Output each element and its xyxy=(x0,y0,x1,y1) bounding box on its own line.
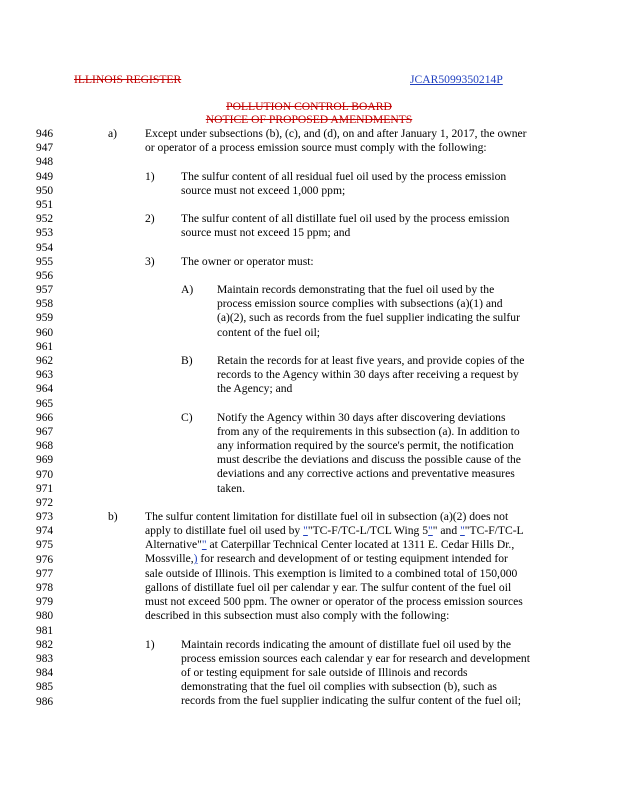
line-number: 947 xyxy=(36,142,54,155)
inserted-quote: " xyxy=(428,524,433,537)
line-number: 957 xyxy=(36,284,54,297)
text-line: described in this subsection must also comply with the following: xyxy=(145,609,450,622)
text-line: The sulfur content of all residual fuel oil used by the process emission xyxy=(181,170,507,183)
notice-title: NOTICE OF PROPOSED AMENDMENTS xyxy=(205,113,413,126)
line-number: 976 xyxy=(36,553,54,566)
line-number: 952 xyxy=(36,213,54,226)
line-number: 977 xyxy=(36,567,54,580)
inserted-quote: " xyxy=(460,524,465,537)
line-number: 960 xyxy=(36,326,54,339)
line-numbers xyxy=(36,127,58,709)
line-number: 979 xyxy=(36,596,54,609)
text-line: any information required by the source's permit, the notification xyxy=(217,439,514,452)
text-line: taken. xyxy=(217,482,246,495)
subsection-a-label: a) xyxy=(108,127,118,140)
line-number: 962 xyxy=(36,355,54,367)
item-a3-label: 3) xyxy=(145,255,155,268)
text-line: Mossville,) for research and development of or testing equipment intended for xyxy=(145,552,508,565)
subsection-b-label: b) xyxy=(108,510,118,523)
line-number: 966 xyxy=(36,411,54,424)
text-line: gallons of distillate fuel oil per calendar y ear. The sulfur content of the fuel oil xyxy=(145,581,512,594)
line-number: 953 xyxy=(36,227,54,240)
line-number: 982 xyxy=(36,638,54,651)
text-line: must describe the deviations and discuss the possible cause of the xyxy=(217,453,521,466)
text-line: sale outside of Illinois. This exemption is limited to a combined total of 150,000 xyxy=(145,567,518,580)
text-line: process emission source complies with subsections (a)(1) and xyxy=(217,297,503,310)
line-number: 958 xyxy=(36,298,54,311)
board-title: POLLUTION CONTROL BOARD xyxy=(226,100,392,113)
line-number: 968 xyxy=(36,440,54,453)
line-number: 972 xyxy=(36,496,54,509)
item-a3A-label: A) xyxy=(181,283,194,296)
text-line: records to the Agency within 30 days after receiving a request by xyxy=(217,368,519,381)
line-number: 981 xyxy=(36,624,54,637)
line-number: 984 xyxy=(36,667,54,680)
line-number: 978 xyxy=(36,582,54,594)
text-line: Notify the Agency within 30 days after discovering deviations xyxy=(217,411,506,424)
line-number: 980 xyxy=(36,610,54,623)
line-number: 973 xyxy=(36,511,54,524)
line-number: 964 xyxy=(36,383,54,396)
line-number: 954 xyxy=(36,241,54,254)
line-number: 950 xyxy=(36,184,54,197)
line-number: 974 xyxy=(36,525,54,538)
line-number: 967 xyxy=(36,425,54,438)
line-number: 956 xyxy=(36,269,54,282)
text-line: of or testing equipment for sale outside of Illinois and records xyxy=(181,666,468,679)
text-line: Maintain records indicating the amount of distillate fuel oil used by the xyxy=(181,638,512,651)
line-number: 975 xyxy=(36,539,54,552)
line-number: 948 xyxy=(36,156,54,169)
text-line: Alternative"" at Caterpillar Technical Center located at 1311 E. Cedar Hills Dr., xyxy=(145,538,515,551)
text-line: must not exceed 500 ppm. The owner or operator of the process emission sources xyxy=(145,595,523,608)
text-line: Except under subsections (b), (c), and (d), on and after January 1, 2017, the owner xyxy=(145,127,527,140)
line-number: 963 xyxy=(36,369,54,382)
line-number: 983 xyxy=(36,652,54,665)
line-number: 946 xyxy=(36,128,54,140)
jcar-code: JCAR5099350214P xyxy=(410,73,503,86)
text-line: process emission sources each calendar y ear for research and development xyxy=(181,652,530,665)
line-number: 949 xyxy=(36,170,54,183)
text-line: records from the fuel supplier indicating the sulfur content of the fuel oil; xyxy=(181,694,521,707)
text-line: (a)(2), such as records from the fuel supplier indicating the sulfur xyxy=(217,311,520,324)
line-number: 965 xyxy=(36,397,54,410)
line-number: 959 xyxy=(36,312,54,325)
text-line: The sulfur content limitation for distillate fuel oil in subsection (a)(2) does not xyxy=(145,510,509,523)
item-a3C-label: C) xyxy=(181,411,193,424)
inserted-quote: " xyxy=(201,538,207,551)
text-line: source must not exceed 1,000 ppm; xyxy=(181,184,346,197)
line-number: 985 xyxy=(36,681,54,694)
text-line: source must not exceed 15 ppm; and xyxy=(181,226,351,239)
line-number: 961 xyxy=(36,340,54,353)
inserted-paren: ) xyxy=(193,552,198,565)
line-number: 986 xyxy=(36,695,54,708)
text-line: the Agency; and xyxy=(217,382,293,395)
text-line: Maintain records demonstrating that the fuel oil used by the xyxy=(217,283,495,296)
line-number: 970 xyxy=(36,468,54,481)
text-line: content of the fuel oil; xyxy=(217,326,321,339)
text-line: apply to distillate fuel oil used by ""TC-F/TC-L/TCL Wing 5"" and ""TC-F/TC-L xyxy=(145,524,524,537)
item-a2-label: 2) xyxy=(145,212,155,225)
text-line: deviations and any corrective actions and preventative measures xyxy=(217,467,515,480)
text-line: or operator of a process emission source must comply with the following: xyxy=(145,141,487,154)
text-line: demonstrating that the fuel oil complies with subsection (b), such as xyxy=(181,680,497,693)
item-a3B-label: B) xyxy=(181,354,193,367)
line-number: 971 xyxy=(36,482,54,495)
register-header: ILLINOIS REGISTER xyxy=(74,73,182,86)
line-number: 969 xyxy=(36,454,54,467)
item-b1-label: 1) xyxy=(145,638,155,651)
text-line: The sulfur content of all distillate fuel oil used by the process emission xyxy=(181,212,510,225)
text-line: Retain the records for at least five years, and provide copies of the xyxy=(217,354,525,367)
text-line: The owner or operator must: xyxy=(181,255,314,268)
line-number: 955 xyxy=(36,255,54,268)
text-line: from any of the requirements in this subsection (a). In addition to xyxy=(217,425,520,438)
inserted-quote: " xyxy=(303,524,308,537)
line-number: 951 xyxy=(36,198,54,211)
item-a1-label: 1) xyxy=(145,170,155,183)
